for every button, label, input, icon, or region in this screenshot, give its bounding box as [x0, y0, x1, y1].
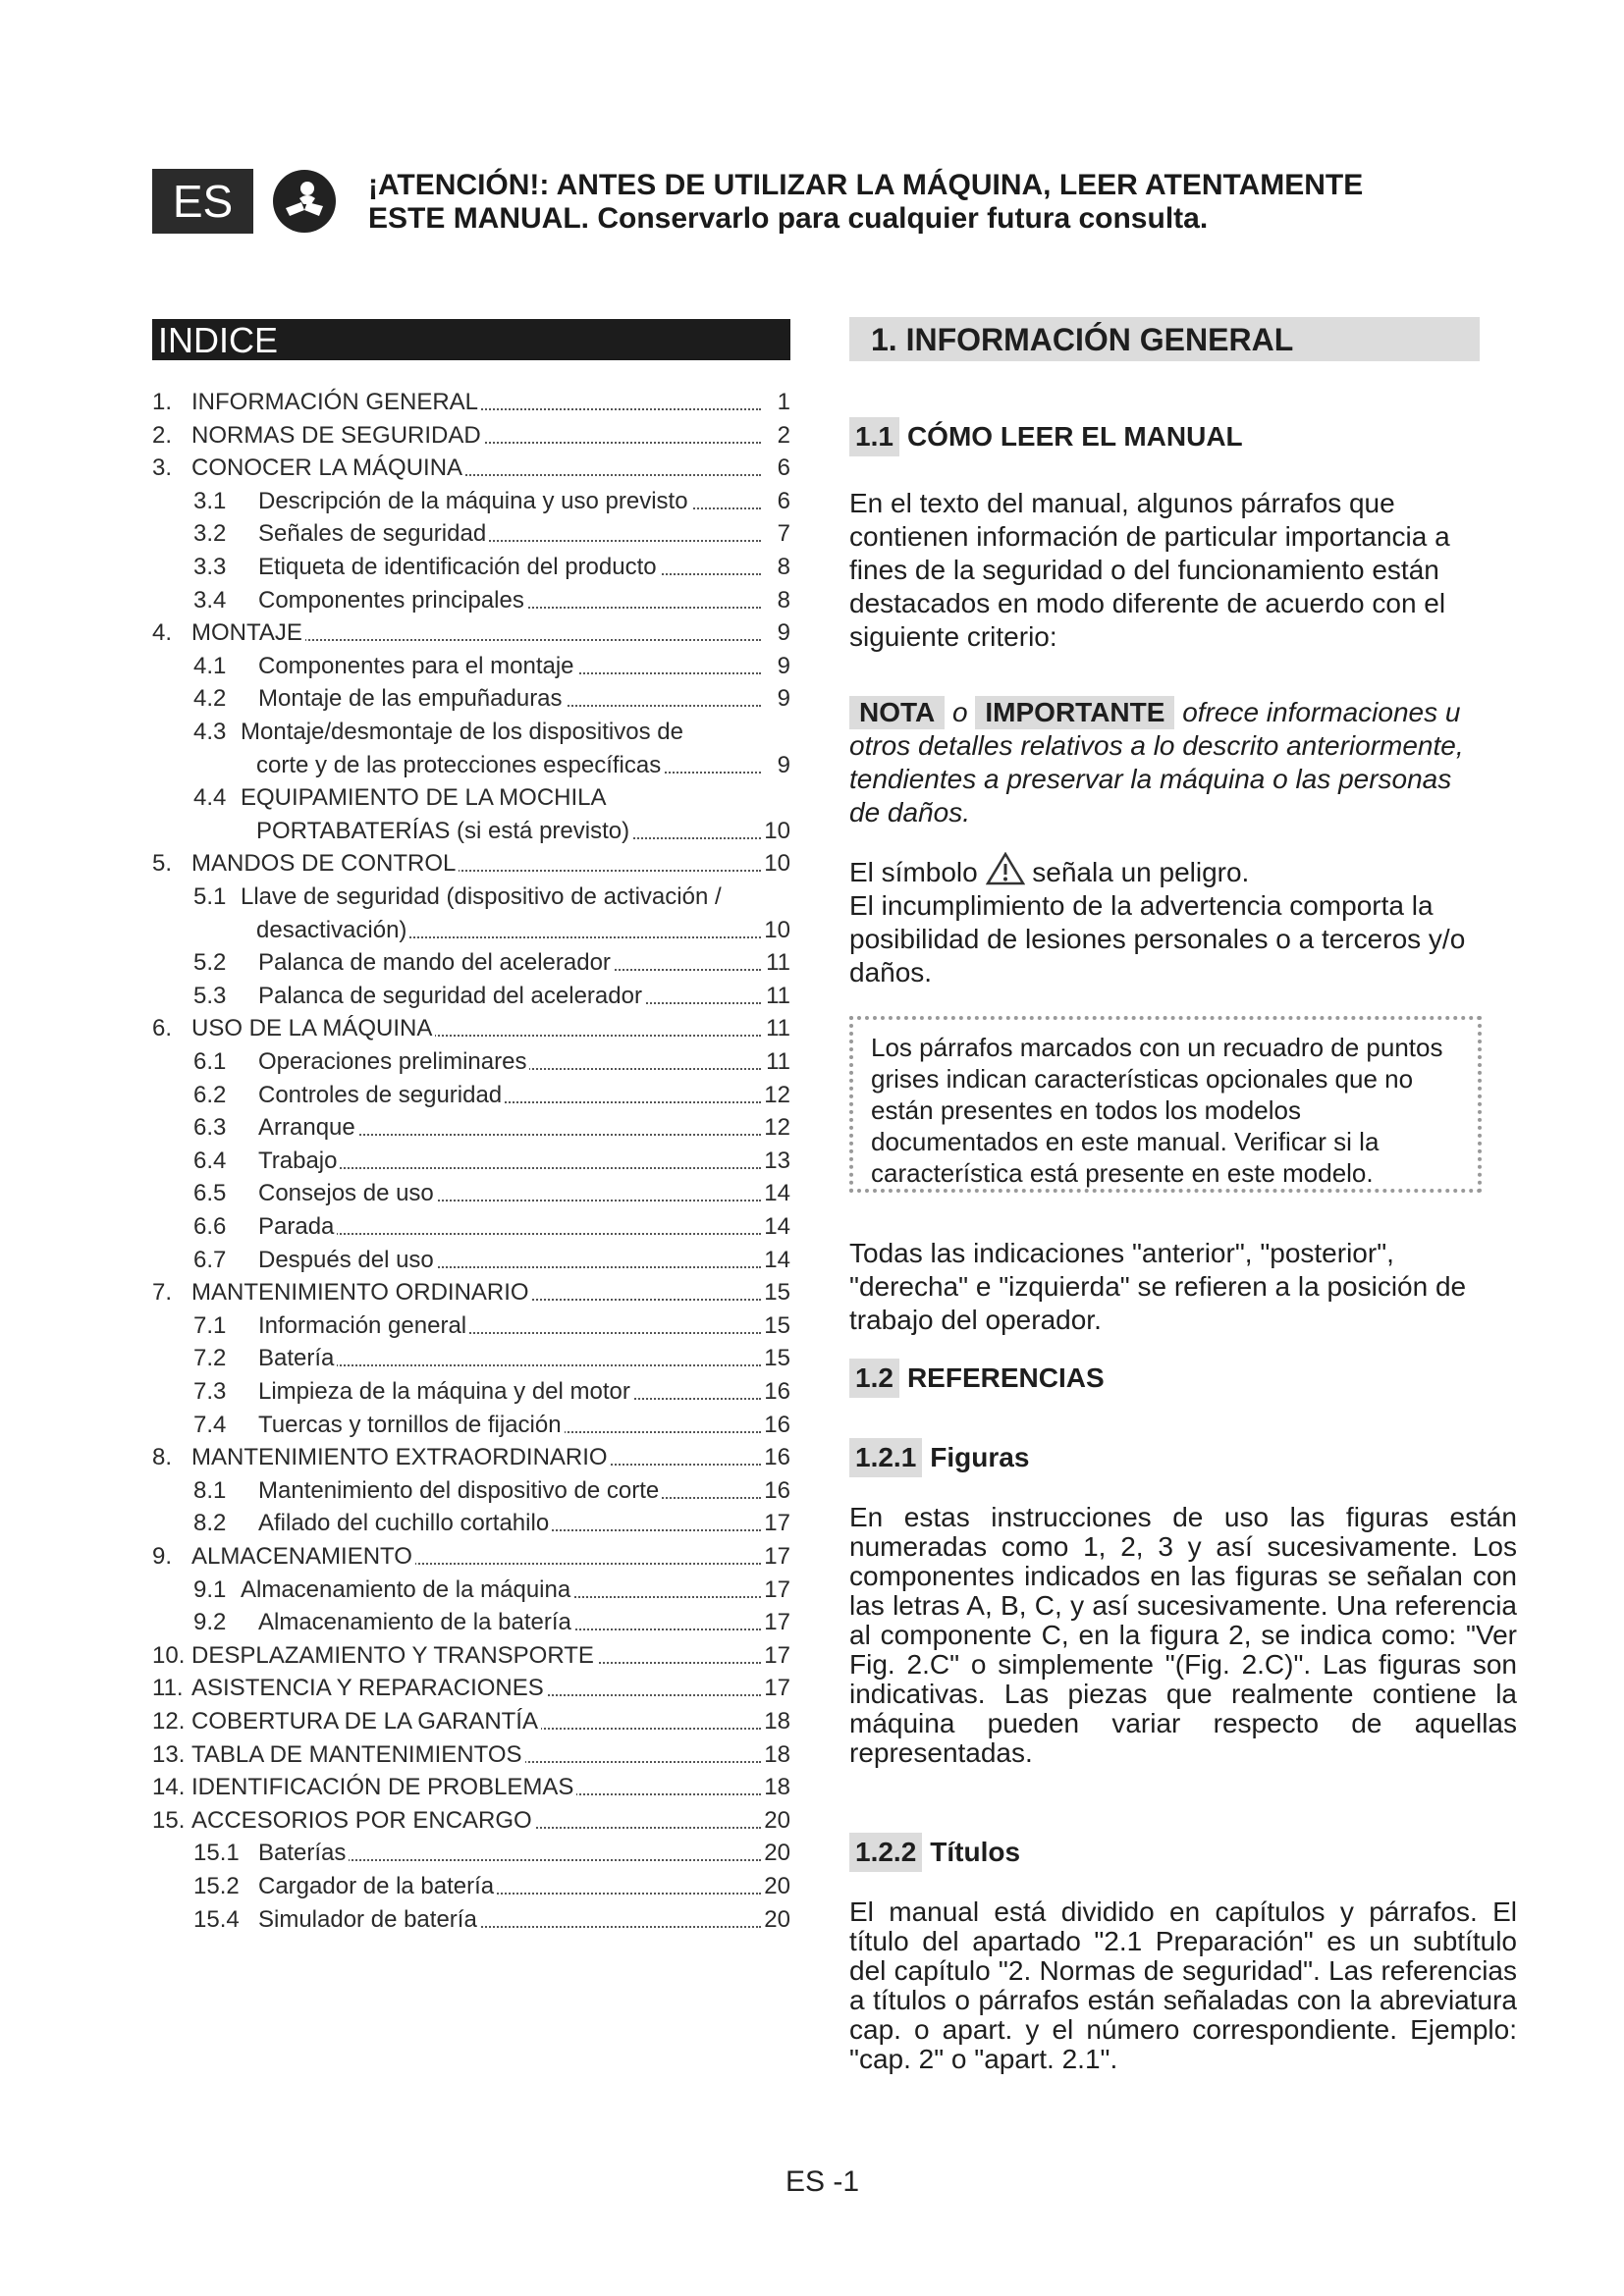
warning-line-2: ESTE MANUAL. Conservarlo para cualquier futura consulta.	[368, 202, 1209, 235]
toc-page: 20	[763, 1837, 790, 1870]
toc-label: Consejos de uso	[258, 1177, 437, 1210]
toc-number: 5.1	[193, 883, 227, 910]
toc-page: 11	[763, 1012, 790, 1045]
section-1-2-1-number: 1.2.1	[849, 1438, 922, 1477]
toc-entry	[152, 1375, 790, 1409]
toc-entry	[152, 749, 790, 782]
toc-number: 15.1	[193, 1840, 240, 1867]
toc-entry	[152, 1342, 790, 1375]
section-1-1-heading	[849, 417, 1243, 456]
toc-page: 18	[763, 1771, 790, 1804]
section-1-2-number: 1.2	[849, 1359, 899, 1398]
danger-symbol-paragraph	[849, 852, 1478, 989]
toc-label: Afilado del cuchillo cortahilo	[258, 1507, 552, 1540]
toc-label: corte y de las protecciones específicas	[256, 749, 664, 782]
toc-number: 4.3	[193, 719, 227, 745]
toc-entry	[152, 1145, 790, 1178]
toc-page: 16	[763, 1441, 790, 1474]
toc-entry	[152, 1903, 790, 1937]
section-1-2-1-heading	[849, 1438, 1029, 1477]
toc-entry	[152, 1276, 790, 1309]
toc-page: 16	[763, 1474, 790, 1508]
toc-entry	[152, 1210, 790, 1244]
page-header	[152, 169, 1429, 236]
toc-label: Montaje/desmontaje de los dispositivos de	[241, 716, 686, 749]
toc-number: 8.	[152, 1444, 173, 1471]
toc-page: 17	[763, 1540, 790, 1574]
toc-label: Cargador de la batería	[258, 1870, 497, 1903]
index-column	[152, 319, 790, 1933]
toc-page: 8	[763, 584, 790, 617]
section-1-2-2-heading	[849, 1833, 1020, 1872]
toc-page: 20	[763, 1804, 790, 1838]
toc-label: Tuercas y tornillos de fijación	[258, 1409, 565, 1442]
toc-label: ACCESORIOS POR ENCARGO	[191, 1804, 535, 1838]
toc-label: IDENTIFICACIÓN DE PROBLEMAS	[191, 1771, 576, 1804]
toc-entry	[152, 1111, 790, 1145]
toc-entry	[152, 386, 790, 419]
toc-page: 10	[763, 847, 790, 881]
toc-number: 11.	[152, 1675, 184, 1702]
toc-entry	[152, 1441, 790, 1474]
toc-number: 3.4	[193, 586, 227, 614]
toc-label: USO DE LA MÁQUINA	[191, 1012, 435, 1045]
toc-entry	[152, 1738, 790, 1772]
toc-number: 3.1	[193, 487, 227, 514]
toc-label: Llave de seguridad (dispositivo de activación /	[241, 881, 725, 914]
toc-label: Baterías	[258, 1837, 349, 1870]
toc-page: 11	[763, 1045, 790, 1079]
toc-label: CONOCER LA MÁQUINA	[191, 452, 465, 485]
toc-page: 11	[763, 946, 790, 980]
toc-number: 10.	[152, 1641, 186, 1669]
toc-number: 6.5	[193, 1180, 227, 1207]
toc-entry	[152, 847, 790, 881]
toc-label: Batería	[258, 1342, 337, 1375]
toc-page: 12	[763, 1079, 790, 1112]
index-title: INDICE	[152, 319, 790, 360]
toc-page: 10	[763, 815, 790, 848]
toc-number: 15.2	[193, 1873, 240, 1899]
toc-page: 12	[763, 1111, 790, 1145]
section-1-2-heading	[849, 1359, 1105, 1398]
toc-number: 7.3	[193, 1378, 227, 1405]
toc-number: 3.	[152, 454, 173, 482]
toc-label: NORMAS DE SEGURIDAD	[191, 419, 484, 453]
toc-number: 4.4	[193, 784, 227, 812]
toc-page: 18	[763, 1738, 790, 1772]
toc-page: 6	[763, 485, 790, 518]
toc-label: Parada	[258, 1210, 337, 1244]
toc-number: 2.	[152, 421, 173, 449]
toc-page: 15	[763, 1309, 790, 1343]
toc-number: 9.1	[193, 1575, 227, 1603]
toc-entry	[152, 584, 790, 617]
toc-entry	[152, 650, 790, 683]
toc-number: 3.2	[193, 520, 227, 548]
toc-label: MANDOS DE CONTROL	[191, 847, 459, 881]
toc-number: 7.1	[193, 1311, 227, 1339]
toc-page: 15	[763, 1276, 790, 1309]
toc-entry	[152, 1672, 790, 1705]
toc-entry	[152, 1705, 790, 1738]
toc-page: 17	[763, 1606, 790, 1639]
toc-page: 17	[763, 1574, 790, 1607]
toc-number: 15.	[152, 1806, 186, 1834]
toc-number: 6.3	[193, 1114, 227, 1142]
warning-triangle-icon	[986, 852, 1025, 885]
toc-page: 20	[763, 1903, 790, 1937]
toc-label: DESPLAZAMIENTO Y TRANSPORTE	[191, 1639, 597, 1673]
section-1-2-title: REFERENCIAS	[906, 1362, 1105, 1393]
toc-entry	[152, 946, 790, 980]
toc-label: Controles de seguridad	[258, 1079, 505, 1112]
toc-page: 9	[763, 650, 790, 683]
toc-page: 16	[763, 1409, 790, 1442]
toc-page: 7	[763, 517, 790, 551]
toc-label: Montaje de las empuñaduras	[258, 682, 566, 716]
toc-label: COBERTURA DE LA GARANTÍA	[191, 1705, 541, 1738]
toc-entry	[152, 1771, 790, 1804]
toc-label: INFORMACIÓN GENERAL	[191, 386, 481, 419]
toc-label: Después del uso	[258, 1244, 437, 1277]
warning-title	[368, 169, 1363, 236]
toc-label: Operaciones preliminares	[258, 1045, 529, 1079]
toc-page: 9	[763, 616, 790, 650]
note-text: ofrece informaciones u otros detalles relativos a lo descrito anteriormente, tendientes a preservar la máquina o las personas de daños.	[849, 697, 1464, 828]
toc-entry	[152, 1474, 790, 1508]
section-1-1-title: CÓMO LEER EL MANUAL	[906, 421, 1243, 452]
toc-number: 5.3	[193, 982, 227, 1009]
toc-page: 8	[763, 551, 790, 584]
section-1-2-1-title: Figuras	[930, 1442, 1030, 1472]
toc-entry	[152, 1079, 790, 1112]
toc-label: Información general	[258, 1309, 469, 1343]
toc-page: 14	[763, 1244, 790, 1277]
language-badge: ES	[152, 169, 253, 234]
toc-label: Componentes para el montaje	[258, 650, 577, 683]
toc-number: 7.	[152, 1279, 173, 1307]
toc-page: 11	[763, 980, 790, 1013]
toc-page: 17	[763, 1639, 790, 1673]
read-manual-icon	[272, 169, 337, 234]
note-paragraph	[849, 696, 1478, 829]
toc-number: 4.	[152, 619, 173, 647]
toc-entry	[152, 815, 790, 848]
toc-label: desactivación)	[256, 914, 409, 947]
toc-page: 13	[763, 1145, 790, 1178]
toc-number: 9.	[152, 1543, 173, 1570]
toc-number: 8.1	[193, 1476, 227, 1504]
toc-number: 6.2	[193, 1081, 227, 1108]
toc-number: 6.7	[193, 1246, 227, 1273]
toc-entry	[152, 1606, 790, 1639]
toc-label: MANTENIMIENTO EXTRAORDINARIO	[191, 1441, 611, 1474]
section-1-title: 1. INFORMACIÓN GENERAL	[849, 317, 1480, 361]
toc-number: 6.4	[193, 1147, 227, 1174]
toc-number: 7.4	[193, 1411, 227, 1438]
toc-page: 2	[763, 419, 790, 453]
toc-entry	[152, 1507, 790, 1540]
note-tag: NOTA	[849, 696, 945, 729]
toc-number: 6.6	[193, 1213, 227, 1240]
toc-entry	[152, 452, 790, 485]
toc-page: 15	[763, 1342, 790, 1375]
toc-label: Arranque	[258, 1111, 358, 1145]
toc-number: 5.	[152, 850, 173, 878]
toc-label: ASISTENCIA Y REPARACIONES	[191, 1672, 547, 1705]
toc-label: Simulador de batería	[258, 1903, 480, 1937]
toc-page: 16	[763, 1375, 790, 1409]
toc-entry	[152, 419, 790, 453]
symbol-explanation: El incumplimiento de la advertencia comporta la posibilidad de lesiones personales o a terceros y/o daños.	[849, 890, 1466, 988]
toc-label: Palanca de seguridad del acelerador	[258, 980, 645, 1013]
figures-paragraph: En estas instrucciones de uso las figuras están numeradas como 1, 2, 3 y así sucesivamente. Los componentes indicados en las figuras se señalan con las letras A, B, C, y así sucesivamente. Una referencia al componente C, en la figura 2, se indica como: "Ver Fig. 2.C" o simplemente "(Fig. 2.C)". Las figuras son indicativas. Las piezas que realmente contiene la máquina pueden variar respecto de aquellas representadas.	[849, 1502, 1517, 1768]
toc-label: Almacenamiento de la máquina	[241, 1574, 573, 1607]
toc-page: 17	[763, 1672, 790, 1705]
toc-entry	[152, 682, 790, 716]
toc-entry	[152, 1409, 790, 1442]
toc-number: 13.	[152, 1740, 186, 1768]
toc-entry	[152, 1045, 790, 1079]
toc-number: 14.	[152, 1774, 186, 1801]
toc-entry	[152, 616, 790, 650]
toc-page: 17	[763, 1507, 790, 1540]
toc-label: MANTENIMIENTO ORDINARIO	[191, 1276, 532, 1309]
toc-entry	[152, 1804, 790, 1838]
toc-page: 18	[763, 1705, 790, 1738]
toc-label: Componentes principales	[258, 584, 527, 617]
toc-page: 20	[763, 1870, 790, 1903]
toc-number: 5.2	[193, 949, 227, 977]
toc-entry	[152, 1870, 790, 1903]
toc-label: PORTABATERÍAS (si está previsto)	[256, 815, 632, 848]
toc-entry	[152, 1309, 790, 1343]
section-1-1-number: 1.1	[849, 417, 899, 456]
toc-label: Etiqueta de identificación del producto	[258, 551, 660, 584]
toc-entry	[152, 485, 790, 518]
toc-label: ALMACENAMIENTO	[191, 1540, 415, 1574]
section-1-1-paragraph: En el texto del manual, algunos párrafos que contienen información de particular importancia a fines de la seguridad o del funcionamiento están destacados en modo diferente de acuerdo con el siguiente criterio:	[849, 488, 1450, 652]
warning-line-1: ¡ATENCIÓN!: ANTES DE UTILIZAR LA MÁQUINA, LEER ATENTAMENTE	[368, 169, 1364, 201]
toc-number: 9.2	[193, 1609, 227, 1636]
symbol-pre: El símbolo	[849, 857, 978, 887]
directions-paragraph: Todas las indicaciones "anterior", "posterior", "derecha" e "izquierda" se refieren a la posición de trabajo del operador.	[849, 1238, 1467, 1335]
toc-number: 7.2	[193, 1345, 227, 1372]
optional-features-box: Los párrafos marcados con un recuadro de puntos grises indican características opcionales que no están presentes en todos los modelos documentados en este manual. Verificar si la característica está presente en este modelo.	[849, 1016, 1482, 1193]
toc-label: Almacenamiento de la batería	[258, 1606, 574, 1639]
section-1-2-2-number: 1.2.2	[849, 1833, 922, 1872]
important-tag: IMPORTANTE	[975, 696, 1174, 729]
toc-number: 15.4	[193, 1905, 240, 1933]
toc-entry	[152, 781, 790, 815]
toc-number: 6.	[152, 1015, 173, 1042]
toc-entry	[152, 716, 790, 749]
toc-entry	[152, 551, 790, 584]
toc-entry	[152, 1012, 790, 1045]
toc-label: MONTAJE	[191, 616, 305, 650]
toc-entry	[152, 881, 790, 914]
toc-label: Señales de seguridad	[258, 517, 489, 551]
toc-label: Palanca de mando del acelerador	[258, 946, 614, 980]
toc-entry	[152, 1837, 790, 1870]
note-or: o	[952, 697, 968, 727]
toc-number: 1.	[152, 389, 173, 415]
page-number: ES -1	[785, 2165, 860, 2198]
toc-number: 12.	[152, 1708, 186, 1735]
section-1-2-2-title: Títulos	[930, 1837, 1021, 1867]
toc-page: 10	[763, 914, 790, 947]
toc-label: Trabajo	[258, 1145, 340, 1178]
toc-entry	[152, 1574, 790, 1607]
toc-label: EQUIPAMIENTO DE LA MOCHILA	[241, 781, 610, 815]
toc-page: 9	[763, 749, 790, 782]
toc-page: 14	[763, 1210, 790, 1244]
titles-paragraph: El manual está dividido en capítulos y párrafos. El título del apartado "2.1 Preparación" es un subtítulo del capítulo "2. Normas de seguridad". Las referencias a títulos o párrafos están señaladas con la abreviatura cap. o apart. y el número correspondiente. Ejemplo: "cap. 2" o "apart. 2.1".	[849, 1896, 1517, 2074]
toc-number: 3.3	[193, 554, 227, 580]
symbol-post: señala un peligro.	[1032, 857, 1250, 887]
toc-page: 14	[763, 1177, 790, 1210]
toc-number: 6.1	[193, 1048, 227, 1075]
toc-label: Limpieza de la máquina y del motor	[258, 1375, 633, 1409]
toc-entry	[152, 1540, 790, 1574]
toc-entry	[152, 1177, 790, 1210]
toc-label: Descripción de la máquina y uso previsto	[258, 485, 691, 518]
toc-page: 6	[763, 452, 790, 485]
toc-entry	[152, 914, 790, 947]
toc-entry	[152, 517, 790, 551]
toc-label: TABLA DE MANTENIMIENTOS	[191, 1738, 525, 1772]
toc-number: 8.2	[193, 1510, 227, 1537]
toc-entry	[152, 1639, 790, 1673]
toc-entry	[152, 1244, 790, 1277]
toc-number: 4.1	[193, 652, 227, 679]
toc-label: Mantenimiento del dispositivo de corte	[258, 1474, 662, 1508]
toc-entry	[152, 980, 790, 1013]
toc-number: 4.2	[193, 685, 227, 713]
toc-page: 9	[763, 682, 790, 716]
toc-page: 1	[763, 386, 790, 419]
